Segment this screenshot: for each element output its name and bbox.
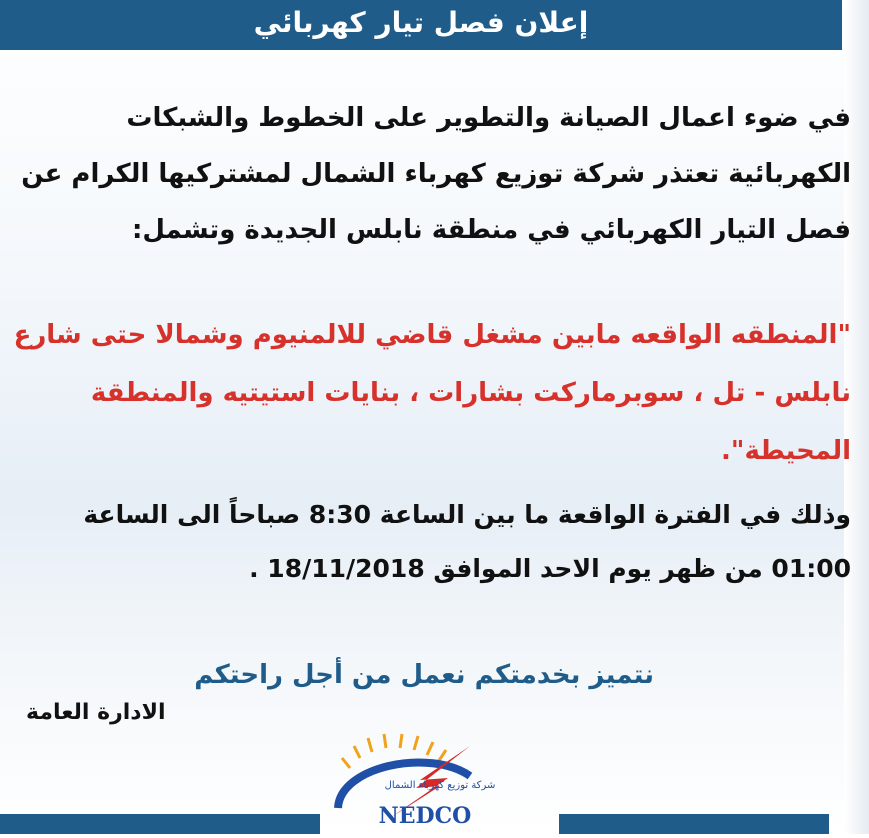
logo-brand: NEDCO [378,803,472,829]
footer-bar-left [0,814,320,834]
company-logo [320,728,530,834]
logo-arabic-name: شركة توزيع كهرباء الشمال [384,780,496,791]
page-title: إعلان فصل تيار كهربائي [253,6,589,39]
header-bar [0,0,842,50]
sun-lightning-logo-icon [320,728,530,834]
footer-bar-right [559,814,829,834]
signature: الادارة العامة [26,700,166,725]
intro-paragraph: في ضوء اعمال الصيانة والتطوير على الخطوط والشبكات الكهربائية تعتذر شركة توزيع كهرباء الشمال لمشتركيها الكرام عن فصل التيار الكهربائي في منطقة نابلس الجديدة وتشمل: [21,103,851,245]
outage-time-paragraph: وذلك في الفترة الواقعة ما بين الساعة 8:30 صباحاً الى الساعة 01:00 من ظهر يوم الاحد الموافق 18/11/2018 . [83,500,851,583]
affected-area-paragraph: "المنطقه الواقعه مابين مشغل قاضي للالمنيوم وشمالا حتى شارع نابلس - تل ، سوبرماركت بشارات ، بنايات استيتيه والمنطقة المحيطة". [13,320,851,466]
slogan: نتميز بخدمتكم نعمل من أجل راحتكم [194,660,654,690]
